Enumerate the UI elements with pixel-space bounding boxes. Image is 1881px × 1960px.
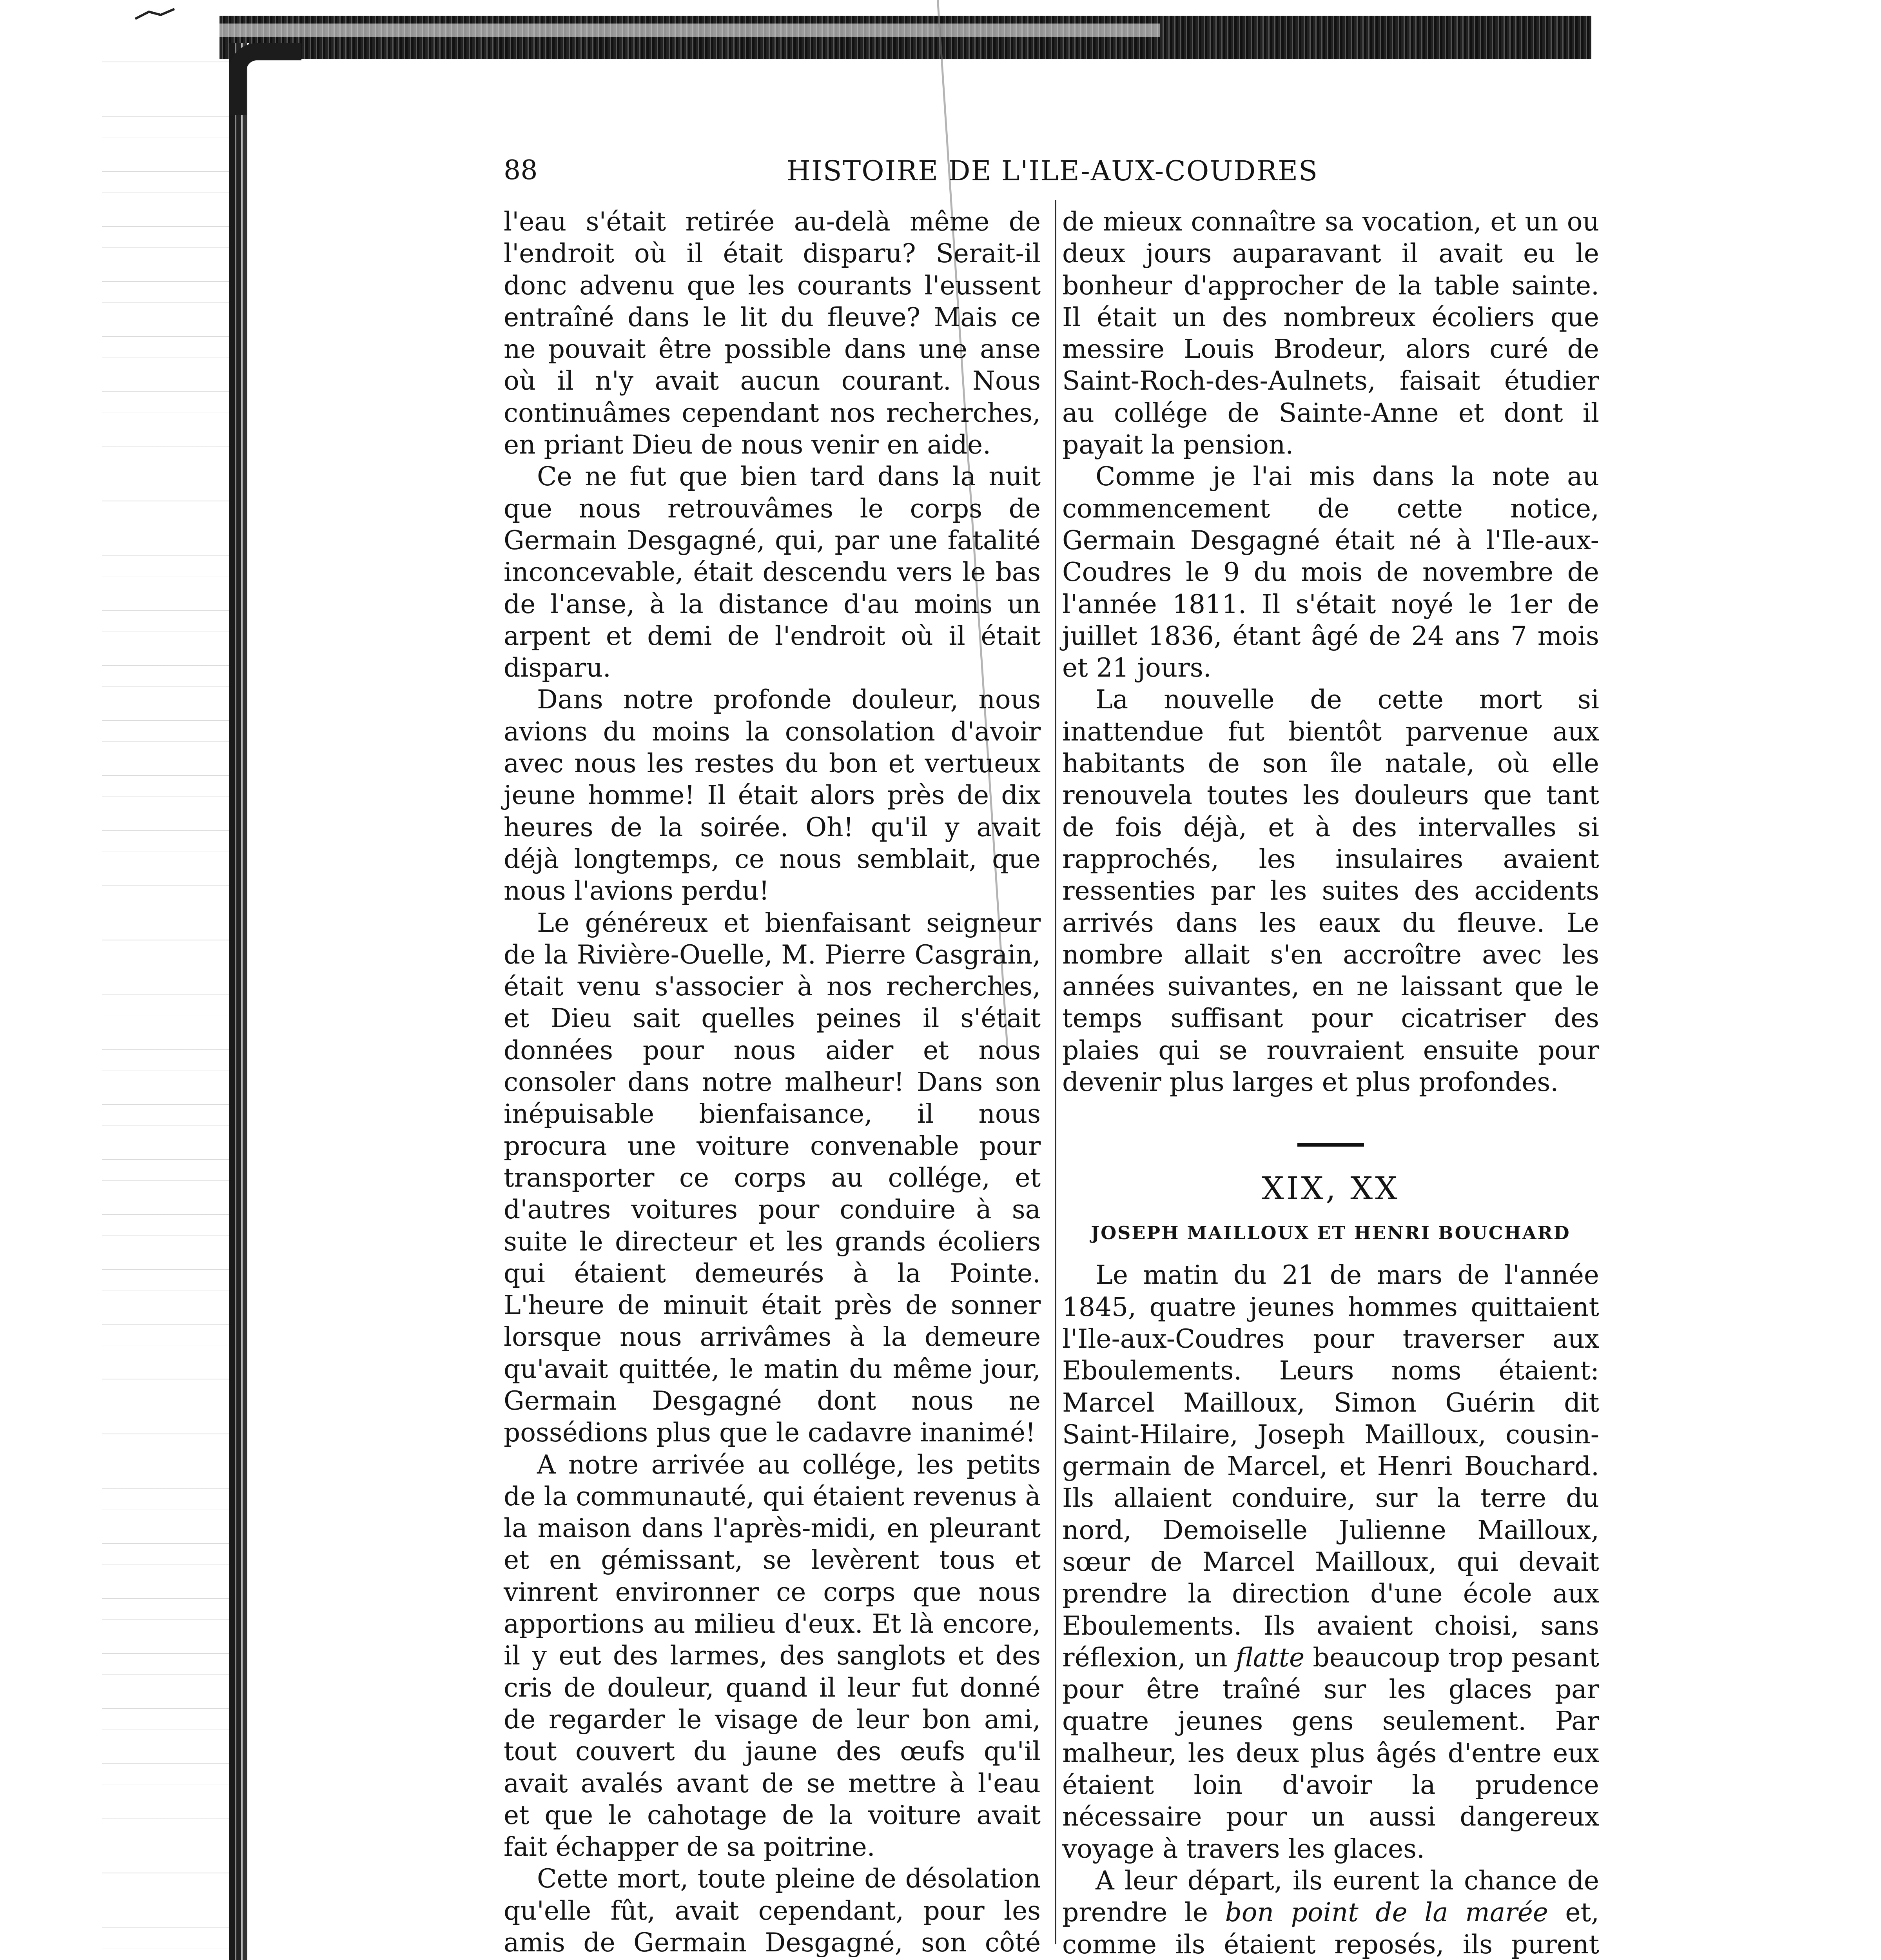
page-header bbox=[504, 155, 1601, 198]
right-column bbox=[1062, 206, 1599, 1960]
left-column bbox=[504, 206, 1041, 1960]
paragraph: A notre arrivée au collége, les petits de la communauté, qui étaient revenus à la maison dans l'après-midi, en pleurant et en gémissant, se levèrent tous et vinrent environner ce corps que nous apportions au milieu d'eux. Et là encore, il y eut des larmes, des sanglots et des cris de douleur, quand il leur fut donné de regarder le visage de leur bon ami, tout couvert du jaune des œufs qu'il avait avalés avant de se mettre à l'eau et que le cahotage de la voiture avait fait échapper de sa poitrine. bbox=[504, 1449, 1041, 1862]
paragraph: Dans notre profonde douleur, nous avions du moins la consolation d'avoir avec nous les restes du bon et vertueux jeune homme! Il était alors près de dix heures de la soirée. Oh! qu'il y avait déjà longtemps, ce nous semblait, que nous l'avions perdu! bbox=[504, 684, 1041, 906]
scan-binding-edge bbox=[229, 43, 249, 1960]
paragraph: Ce ne fut que bien tard dans la nuit que nous retrouvâmes le corps de Germain Desgagné, qui, par une fatalité inconcevable, était descendu vers le bas de l'anse, à la distance d'au moins un arpent et demi de l'endroit où il était disparu. bbox=[504, 461, 1041, 683]
paragraph: Cette mort, toute pleine de désolation qu'elle fût, avait cependant, pour les amis de Germain Desgagné, son côté bbox=[504, 1864, 1041, 1958]
paragraph-text: beaucoup trop pesant pour être traîné sur les glaces par quatre jeunes gens seulement. Par malheur, les deux plus âgés d'entre eux étaient loin d'avoir la prudence nécessaire pour un aussi dangereux voyage à travers les glaces. bbox=[1062, 1642, 1599, 1864]
scan-corner-mark bbox=[133, 7, 176, 23]
paragraph bbox=[1062, 1259, 1599, 1865]
scan-top-band bbox=[219, 16, 1591, 59]
paragraph-text: A leur départ, ils eurent la chance de prendre le bbox=[1062, 1865, 1599, 1928]
paragraph-italic: flatte bbox=[1235, 1642, 1305, 1673]
section-rule bbox=[1297, 1143, 1364, 1147]
paragraph: Comme je l'ai mis dans la note au commencement de cette notice, Germain Desgagné était né à l'Ile-aux-Coudres le 9 du mois de novembre de l'année 1811. Il s'était noyé le 1er de juillet 1836, étant âgé de 24 ans 7 mois et 21 jours. bbox=[1062, 461, 1599, 683]
paragraph bbox=[1062, 1865, 1599, 1960]
page-number: 88 bbox=[504, 155, 538, 186]
paragraph-italic: bon point de la marée bbox=[1225, 1897, 1548, 1928]
paragraph: Le généreux et bienfaisant seigneur de la Rivière-Ouelle, M. Pierre Casgrain, était venu s'associer à nos recherches, et Dieu sait quelles peines il s'était données pour nous aider et nous consoler dans notre malheur! Dans son inépuisable bienfaisance, il nous procura une voiture convenable pour transporter ce corps au collége, et d'autres voitures pour conduire à sa suite le directeur et les grands écoliers qui étaient demeurés à la Pointe. L'heure de minuit était près de sonner lorsque nous arrivâmes à la demeure qu'avait quittée, le matin du même jour, Germain Desgagné dont nous ne possédions plus que le cadavre inanimé! bbox=[504, 907, 1041, 1448]
paragraph-text: Le matin du 21 de mars de l'année 1845, quatre jeunes hommes quittaient l'Ile-aux-Coudres pour traverser aux Eboulements. Leurs noms étaient: Marcel Mailloux, Simon Guérin dit Saint-Hilaire, Joseph Mailloux, cousin-germain de Marcel, et Henri Bouchard. Ils allaient conduire, sur la terre du nord, Demoiselle Julienne Mailloux, sœur de Marcel Mailloux, qui devait prendre la direction d'une école aux Eboulements. Ils avaient choisi, sans réflexion, un bbox=[1062, 1260, 1599, 1673]
section-title: XIX, XX bbox=[1261, 1170, 1400, 1207]
paragraph: l'eau s'était retirée au-delà même de l'endroit où il était disparu? Serait-il donc advenu que les courants l'eussent entraîné dans le lit du fleuve? Mais ce ne pouvait être possible dans une anse où il n'y avait aucun courant. Nous continuâmes cependant nos recherches, en priant Dieu de nous venir en aide. bbox=[504, 207, 1041, 460]
paragraph: de mieux connaître sa vocation, et un ou deux jours auparavant il avait eu le bonheur d'approcher de la table sainte. Il était un des nombreux écoliers que messire Louis Brodeur, alors curé de Saint-Roch-des-Aulnets, faisait étudier au collége de Sainte-Anne et dont il payait la pension. bbox=[1062, 207, 1599, 460]
scan-top-band-highlight bbox=[219, 24, 1160, 37]
column-divider bbox=[1055, 200, 1056, 1944]
paragraph-text: et, comme ils étaient reposés, ils purent bbox=[1062, 1897, 1599, 1960]
section-subtitle: JOSEPH MAILLOUX ET HENRI BOUCHARD bbox=[1091, 1222, 1571, 1244]
scan-binding-corner bbox=[229, 43, 301, 115]
paragraph: La nouvelle de cette mort si inattendue fut bientôt parvenue aux habitants de son île natale, où elle renouvela toutes les douleurs que tant de fois déjà, et à des intervalles si rapprochés, les insulaires avaient ressenties par les suites des accidents arrivés dans les eaux du fleuve. Le nombre allait s'en accroître avec les années suivantes, en ne laissant que le temps suffisant pour cicatriser des plaies qui se rouvraient ensuite pour devenir plus larges et plus profondes. bbox=[1062, 684, 1599, 1098]
running-head: HISTOIRE DE L'ILE-AUX-COUDRES bbox=[786, 155, 1319, 187]
scan-edge-specks bbox=[102, 47, 231, 1960]
